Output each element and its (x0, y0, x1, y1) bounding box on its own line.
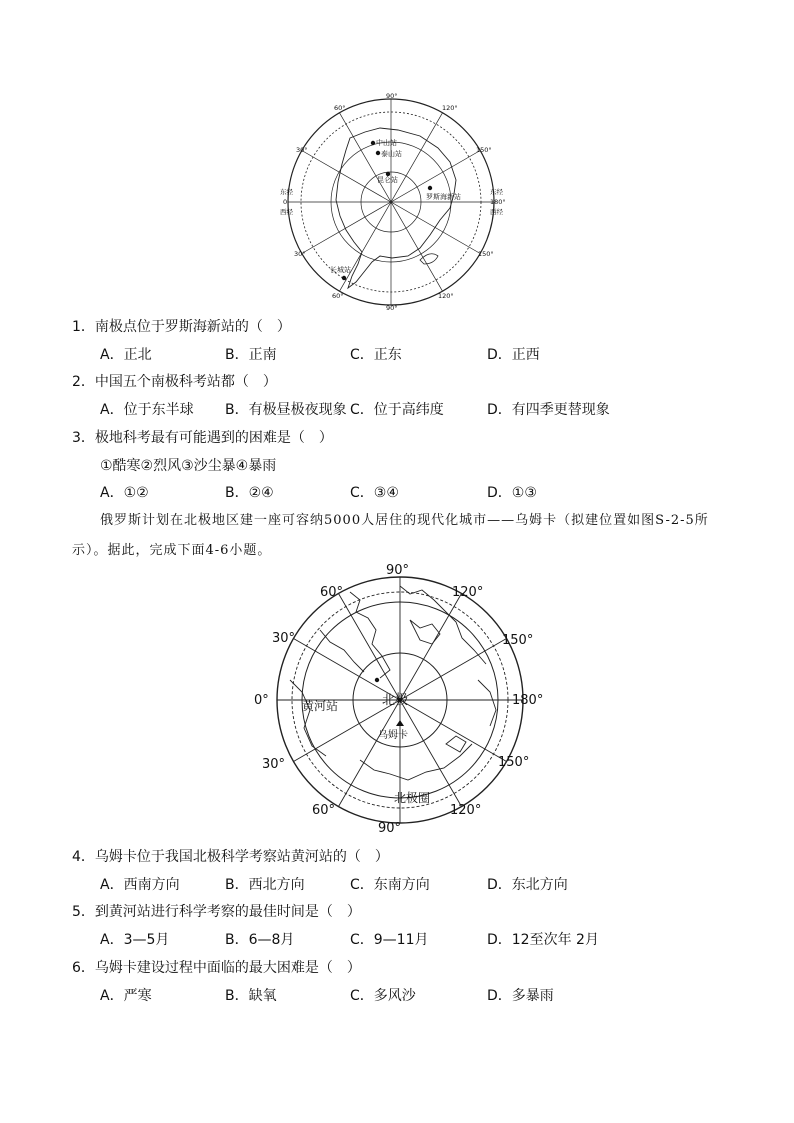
kunlun-station-label: 昆仑站 (377, 176, 398, 184)
map1-lon-right-180: 180° (490, 198, 506, 206)
zhongshan-station-dot (371, 141, 375, 145)
question-6-option-a[interactable]: A．严寒 (100, 988, 152, 1004)
question-6-option-d[interactable]: D．多暴雨 (487, 988, 554, 1004)
map1-lon-bottom-right: 120° (438, 292, 454, 300)
map1-lon-bottom-left: 60° (332, 292, 344, 300)
map1-lon-left-east: 东经 (280, 188, 293, 196)
question-3-stem: 3．极地科考最有可能遇到的困难是（ ） (72, 430, 333, 446)
map2-lon-left-lower: 30° (262, 757, 286, 772)
question-4-option-d[interactable]: D．东北方向 (487, 877, 568, 893)
question-2-option-d[interactable]: D．有四季更替现象 (487, 402, 610, 418)
question-2-stem: 2．中国五个南极科考站都（ ） (72, 374, 277, 390)
question-1-option-b[interactable]: B．正南 (225, 347, 277, 363)
question-5-option-b[interactable]: B．6—8月 (225, 932, 295, 948)
map1-lon-left-lower: 30° (294, 250, 306, 258)
map1-lon-left-upper: 30° (296, 146, 308, 154)
map2-lon-left: 0° (254, 693, 269, 708)
question-6-option-c[interactable]: C．多风沙 (350, 988, 416, 1004)
map1-lon-left-zero: 0 (283, 198, 288, 206)
map1-lon-right-east: 东经 (490, 188, 503, 196)
changcheng-station-label: 长城站 (330, 266, 351, 274)
map2-lon-bottom: 90° (378, 821, 402, 836)
question-1-stem: 1．南极点位于罗斯海新站的（ ） (72, 319, 291, 335)
arctic-map (250, 560, 550, 840)
map1-lon-right-lower: 150° (478, 250, 494, 258)
taishan-station-label: 泰山站 (381, 150, 402, 158)
question-3-option-d[interactable]: D．①③ (487, 485, 537, 501)
zhongshan-station-label: 中山站 (376, 139, 397, 147)
umka-marker (396, 720, 404, 726)
map2-lon-top: 90° (386, 563, 410, 578)
map2-lon-left-upper: 30° (272, 631, 296, 646)
question-1-option-d[interactable]: D．正西 (487, 347, 540, 363)
antarctic-map (280, 90, 510, 310)
map2-lon-bottom-left: 60° (312, 803, 336, 818)
question-1-option-c[interactable]: C．正东 (350, 347, 402, 363)
changcheng-station-dot (342, 276, 346, 280)
question-3-option-b[interactable]: B．②④ (225, 485, 274, 501)
arctic-coastlines (290, 586, 496, 780)
question-2-option-c[interactable]: C．位于高纬度 (350, 402, 444, 418)
map1-lon-bottom: 90° (386, 304, 398, 310)
question-1-option-a[interactable]: A．正北 (100, 347, 152, 363)
map2-lon-bottom-right: 120° (450, 803, 482, 818)
map1-lon-right-west: 西经 (490, 208, 503, 216)
umka-label: 乌姆卡 (378, 730, 408, 741)
map1-lon-top-left: 60° (334, 104, 346, 112)
north-pole-label: 北极 (382, 693, 409, 708)
luosihai-station-label: 罗斯海新站 (426, 193, 461, 201)
luosihai-station-dot (428, 186, 432, 190)
question-6-stem: 6．乌姆卡建设过程中面临的最大困难是（ ） (72, 960, 361, 976)
question-5-option-a[interactable]: A．3—5月 (100, 932, 170, 948)
question-5-option-d[interactable]: D．12至次年 2月 (487, 932, 599, 948)
huanghe-station-dot (375, 678, 379, 682)
map2-lon-top-right: 120° (452, 585, 484, 600)
question-5-option-c[interactable]: C．9—11月 (350, 932, 429, 948)
question-2-option-b[interactable]: B．有极昼极夜现象 (225, 402, 347, 418)
question-4-option-b[interactable]: B．西北方向 (225, 877, 305, 893)
map2-lon-top-left: 60° (320, 585, 344, 600)
question-4-option-a[interactable]: A．西南方向 (100, 877, 180, 893)
question-5-stem: 5．到黄河站进行科学考察的最佳时间是（ ） (72, 904, 361, 920)
map2-lon-right: 180° (512, 693, 544, 708)
map1-lon-left-west: 西经 (280, 208, 293, 216)
question-2-option-a[interactable]: A．位于东半球 (100, 402, 194, 418)
taishan-station-dot (376, 151, 380, 155)
arctic-circle-label: 北极圈 (394, 791, 431, 805)
question-6-option-b[interactable]: B．缺氧 (225, 988, 277, 1004)
map1-lon-right-upper: 150° (476, 146, 492, 154)
reading-passage: 俄罗斯计划在北极地区建一座可容纳5000人居住的现代化城市——乌姆卡（拟建位置如图S-2-5所示）。据此，完成下面4-6小题。 (72, 513, 709, 558)
map1-lon-top: 90° (386, 92, 398, 100)
question-3-sub-items: ①酷寒②烈风③沙尘暴④暴雨 (100, 458, 277, 474)
map2-lon-right-upper: 150° (502, 633, 534, 648)
map1-lon-top-right: 120° (442, 104, 458, 112)
question-3-option-c[interactable]: C．③④ (350, 485, 399, 501)
question-4-stem: 4．乌姆卡位于我国北极科学考察站黄河站的（ ） (72, 849, 389, 865)
map2-lon-right-lower: 150° (498, 755, 530, 770)
question-3-option-a[interactable]: A．①② (100, 485, 149, 501)
map1-graticule (288, 99, 494, 305)
huanghe-station-label: 黄河站 (302, 699, 339, 713)
question-4-option-c[interactable]: C．东南方向 (350, 877, 430, 893)
